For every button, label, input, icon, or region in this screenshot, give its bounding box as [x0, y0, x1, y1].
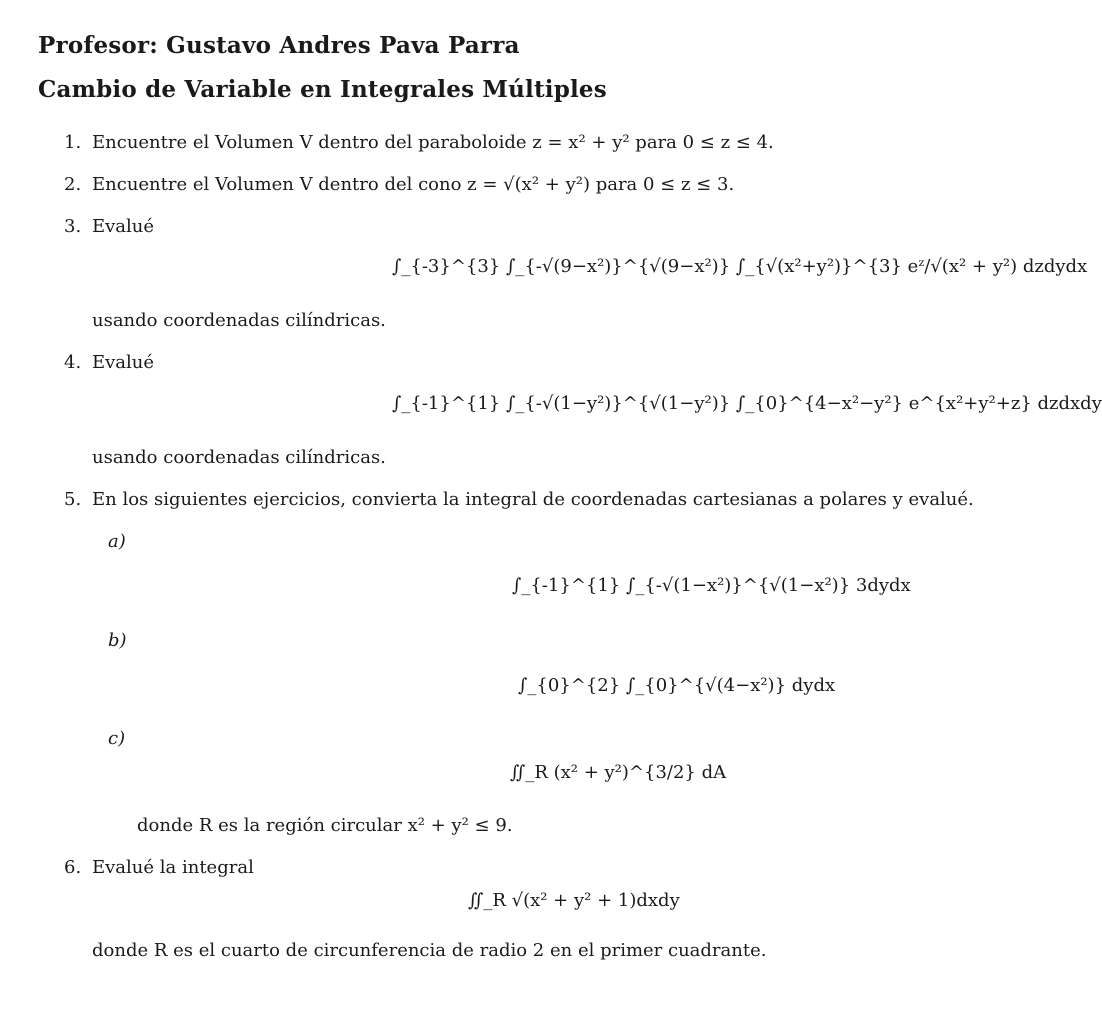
item-4-lead: Evalué — [92, 352, 155, 373]
item-5-text: En los siguientes ejercicios, convierta la integral de coordenadas cartesianas a polares y evalué. — [92, 489, 974, 510]
item-1-number: 1. — [64, 132, 82, 153]
item-1-text: Encuentre el Volumen V dentro del paraboloide z = x² + y² para 0 ≤ z ≤ 4. — [92, 132, 774, 153]
item-3-integral: ∫_{-3}^{3} ∫_{-√(9−x²)}^{√(9−x²)} ∫_{√(x²+y²)}^{3} eᶻ/√(x² + y²) dzdydx — [392, 256, 1088, 277]
item-3-number: 3. — [64, 216, 82, 237]
item-5c-after: donde R es la región circular x² + y² ≤ 9. — [137, 815, 513, 836]
item-4-after: usando coordenadas cilíndricas. — [92, 447, 386, 468]
item-5b-integral: ∫_{0}^{2} ∫_{0}^{√(4−x²)} dydx — [518, 675, 836, 696]
item-5c-integral: ∬_R (x² + y²)^{3/2} dA — [510, 762, 727, 783]
item-6-lead: Evalué la integral — [92, 857, 254, 878]
item-2-number: 2. — [64, 174, 82, 195]
item-5a-label: a) — [108, 531, 126, 552]
item-6-integral: ∬_R √(x² + y² + 1)dxdy — [468, 890, 680, 911]
item-4-integral: ∫_{-1}^{1} ∫_{-√(1−y²)}^{√(1−y²)} ∫_{0}^{4−x²−y²} e^{x²+y²+z} dzdxdy — [392, 393, 1102, 414]
professor-heading: Profesor: Gustavo Andres Pava Parra — [38, 32, 520, 59]
item-5a-integral: ∫_{-1}^{1} ∫_{-√(1−x²)}^{√(1−x²)} 3dydx — [512, 575, 911, 596]
item-5b-label: b) — [108, 630, 127, 651]
item-6-after: donde R es el cuarto de circunferencia de radio 2 en el primer cuadrante. — [92, 940, 767, 961]
item-3-after: usando coordenadas cilíndricas. — [92, 310, 386, 331]
page-title: Cambio de Variable en Integrales Múltiples — [38, 76, 607, 103]
item-6-number: 6. — [64, 857, 82, 878]
item-3-lead: Evalué — [92, 216, 155, 237]
item-2-text: Encuentre el Volumen V dentro del cono z = √(x² + y²) para 0 ≤ z ≤ 3. — [92, 174, 735, 195]
item-5c-label: c) — [108, 728, 126, 749]
item-5-number: 5. — [64, 489, 82, 510]
item-4-number: 4. — [64, 352, 82, 373]
